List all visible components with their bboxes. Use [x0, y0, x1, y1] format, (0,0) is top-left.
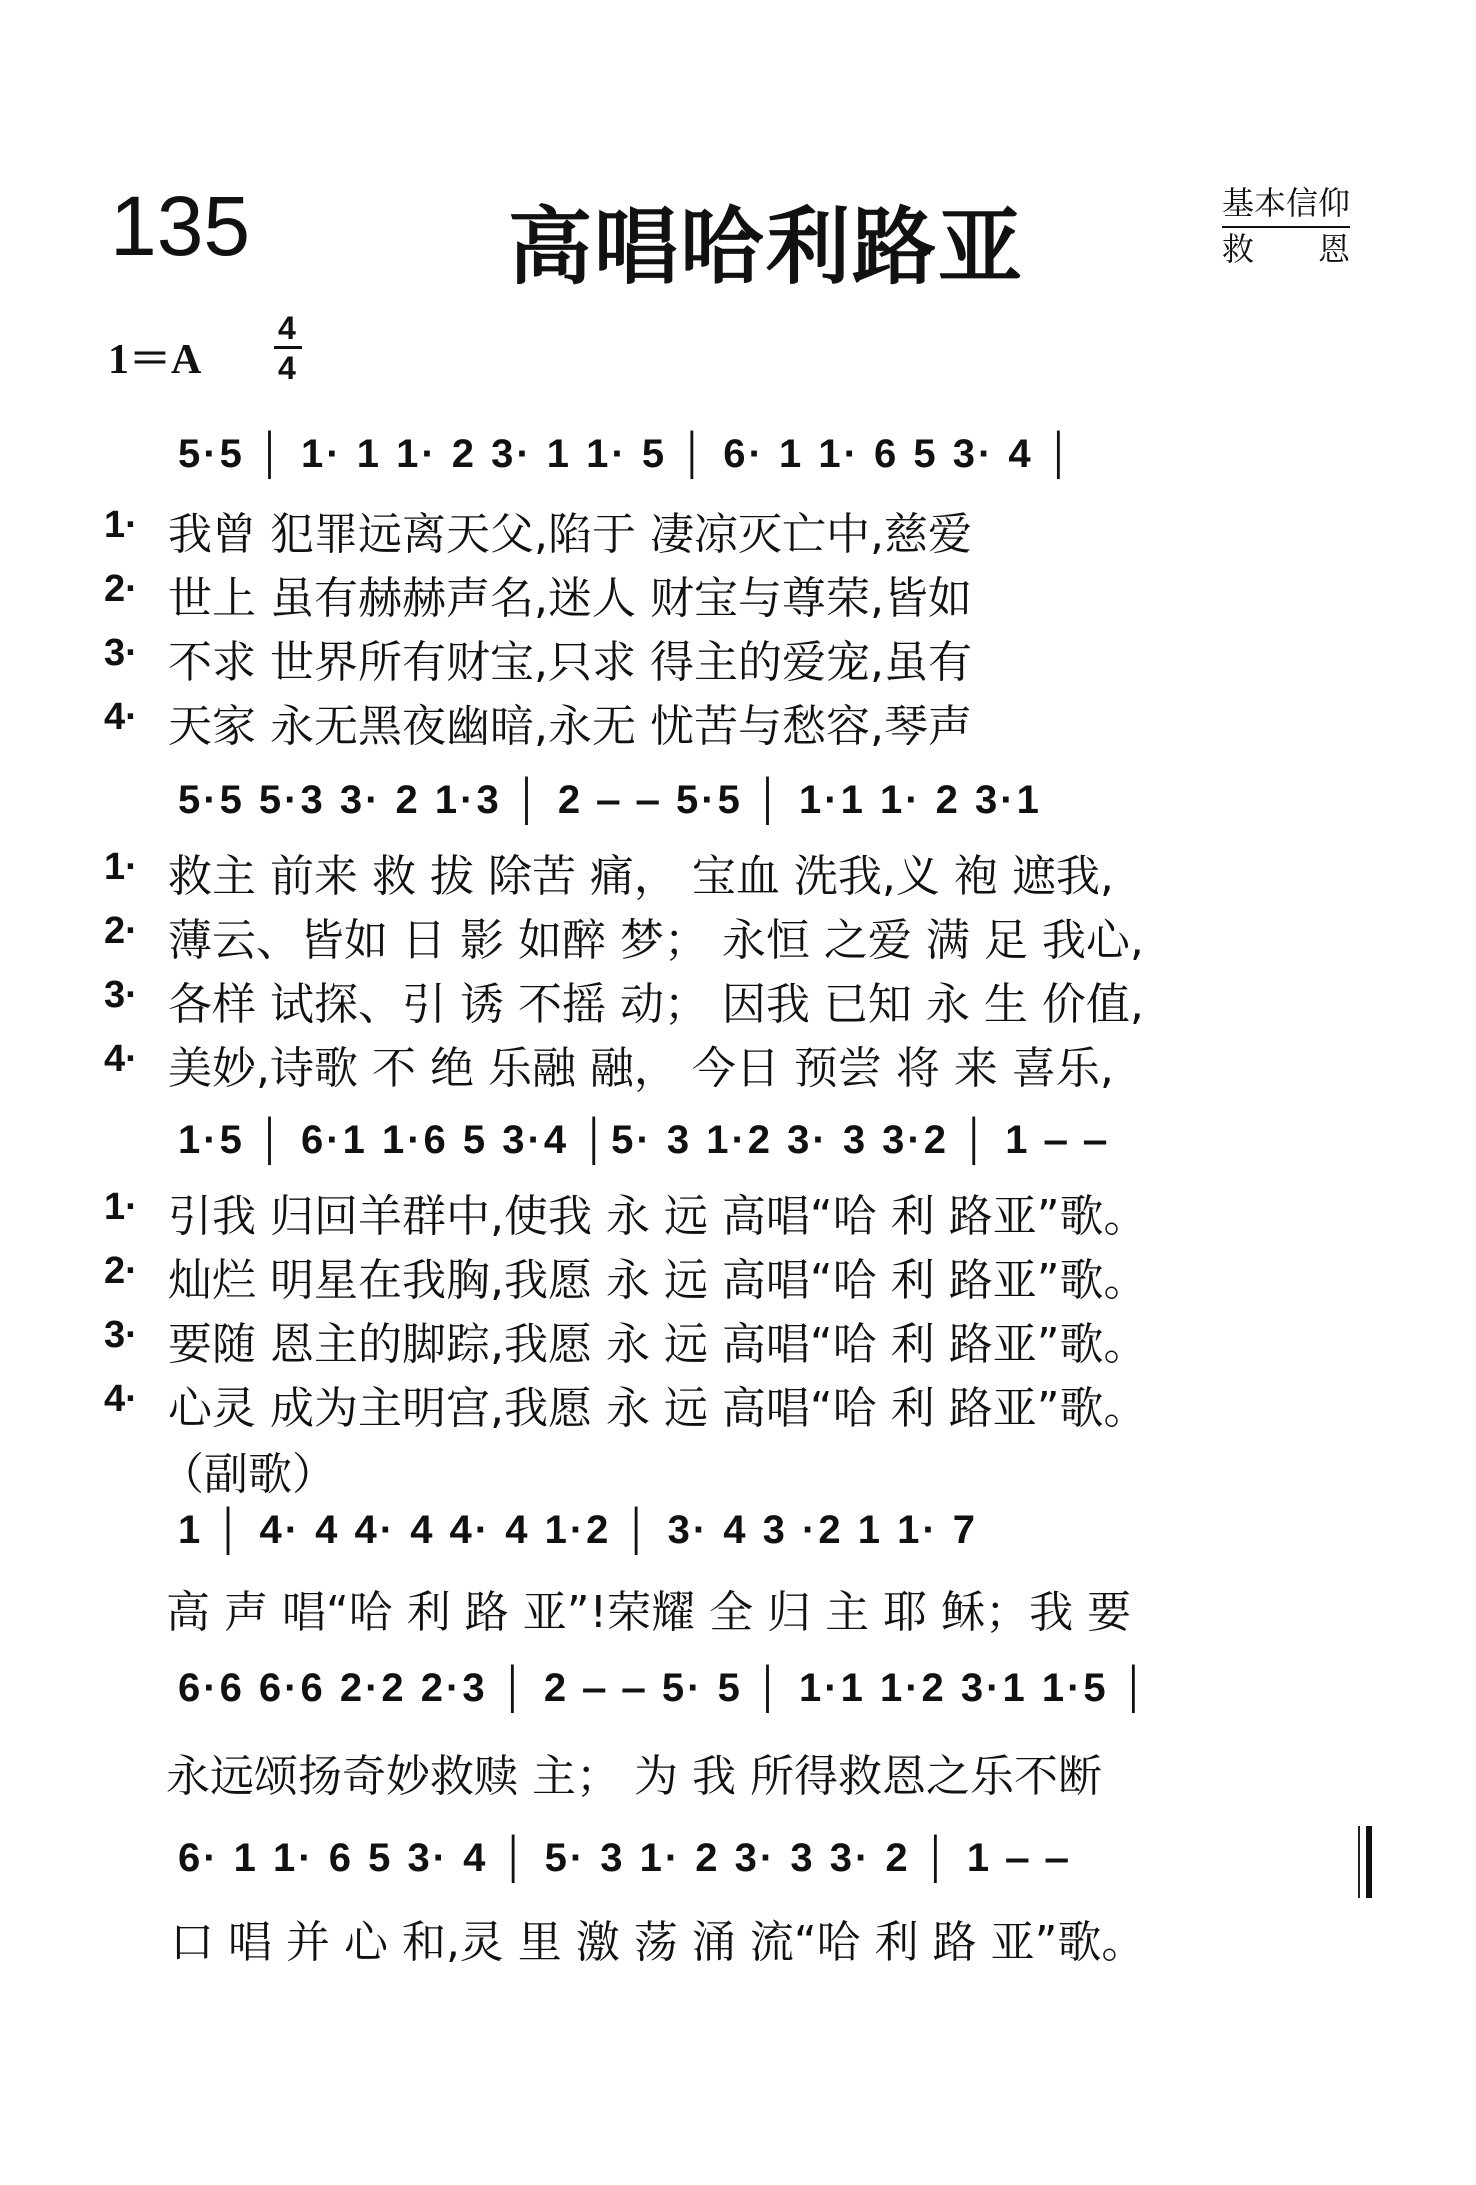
lyric-line: 世上 虽有赫赫声名,迷人 财宝与尊荣,皆如 — [168, 573, 972, 624]
verse-number: 4· — [104, 1038, 138, 1080]
category-main: 基本信仰 — [1222, 178, 1350, 228]
lyric-line: 心灵 成为主明宫,我愿 永 远 高唱“哈 利 路亚”歌。 — [168, 1383, 1148, 1434]
notes-system-3: 1·5 │ 6·1 1·6 5 3·4 │5· 3 1·2 3· 3 3·2 │ 1 ‒ ‒ — [178, 1118, 1110, 1162]
category-sub: 救 恩 — [1222, 230, 1351, 268]
verse-number: 3· — [104, 1314, 138, 1356]
time-signature-bottom: 4 — [278, 350, 296, 386]
lyric-line: 灿烂 明星在我胸,我愿 永 远 高唱“哈 利 路亚”歌。 — [168, 1255, 1148, 1306]
lyric-line: 高 声 唱“哈 利 路 亚”!荣耀 全 归 主 耶 稣；我 要 — [166, 1587, 1132, 1638]
time-signature-divider — [274, 346, 302, 349]
notes-chorus-2: 6·6 6·6 2·2 2·3 │ 2 ‒ ‒ 5· 5 │ 1·1 1·2 3·1 1·5 │ — [178, 1666, 1151, 1710]
lyric-line: 要随 恩主的脚踪,我愿 永 远 高唱“哈 利 路亚”歌。 — [168, 1319, 1148, 1370]
time-signature-top: 4 — [278, 310, 296, 346]
notes-chorus-3: 6· 1 1· 6 5 3· 4 │ 5· 3 1· 2 3· 3 3· 2 │ 1 ‒ ‒ — [178, 1836, 1071, 1880]
verse-number: 1· — [104, 504, 138, 546]
hymn-number: 135 — [110, 179, 251, 273]
final-barline-thin — [1358, 1826, 1360, 1898]
notes-chorus-1: 1 │ 4· 4 4· 4 4· 4 1·2 │ 3· 4 3 ·2 1 1· 7 — [178, 1508, 978, 1552]
lyric-line: 救主 前来 救 拔 除苦 痛， 宝血 洗我,义 袍 遮我, — [168, 851, 1114, 902]
verse-number: 4· — [104, 1378, 138, 1420]
verse-number: 4· — [104, 696, 138, 738]
verse-number: 3· — [104, 974, 138, 1016]
notes-system-2: 5·5 5·3 3· 2 1·3 │ 2 ‒ ‒ 5·5 │ 1·1 1· 2 3·1 — [178, 778, 1042, 822]
lyric-line: 各样 试探、引 诱 不摇 动； 因我 已知 永 生 价值, — [168, 979, 1144, 1030]
final-barline-thick — [1366, 1826, 1372, 1898]
lyric-line: 美妙,诗歌 不 绝 乐融 融， 今日 预尝 将 来 喜乐, — [168, 1043, 1114, 1094]
verse-number: 3· — [104, 632, 138, 674]
hymn-title: 高唱哈利路亚 — [508, 198, 1025, 296]
verse-number: 1· — [104, 1186, 138, 1228]
lyric-line: 天家 永无黑夜幽暗,永无 忧苦与愁容,琴声 — [168, 701, 972, 752]
verse-number: 2· — [104, 568, 138, 610]
chorus-label: （副歌） — [160, 1449, 336, 1500]
key-signature: 1＝A — [108, 337, 202, 383]
notes-system-1: 5·5 │ 1· 1 1· 2 3· 1 1· 5 │ 6· 1 1· 6 5 3· 4 │ — [178, 432, 1076, 476]
lyric-line: 我曾 犯罪远离天父,陷于 凄凉灭亡中,慈爱 — [168, 509, 972, 560]
lyric-line: 永远颂扬奇妙救赎 主； 为 我 所得救恩之乐不断 — [166, 1751, 1102, 1802]
verse-number: 2· — [104, 910, 138, 952]
lyric-line: 不求 世界所有财宝,只求 得主的爱宠,虽有 — [168, 637, 972, 688]
lyric-line: 引我 归回羊群中,使我 永 远 高唱“哈 利 路亚”歌。 — [168, 1191, 1148, 1242]
lyric-line: 薄云、皆如 日 影 如醉 梦； 永恒 之爱 满 足 我心, — [168, 915, 1144, 966]
verse-number: 2· — [104, 1250, 138, 1292]
verse-number: 1· — [104, 846, 138, 888]
lyric-line: 口 唱 并 心 和,灵 里 激 荡 涌 流“哈 利 路 亚”歌。 — [170, 1917, 1146, 1968]
